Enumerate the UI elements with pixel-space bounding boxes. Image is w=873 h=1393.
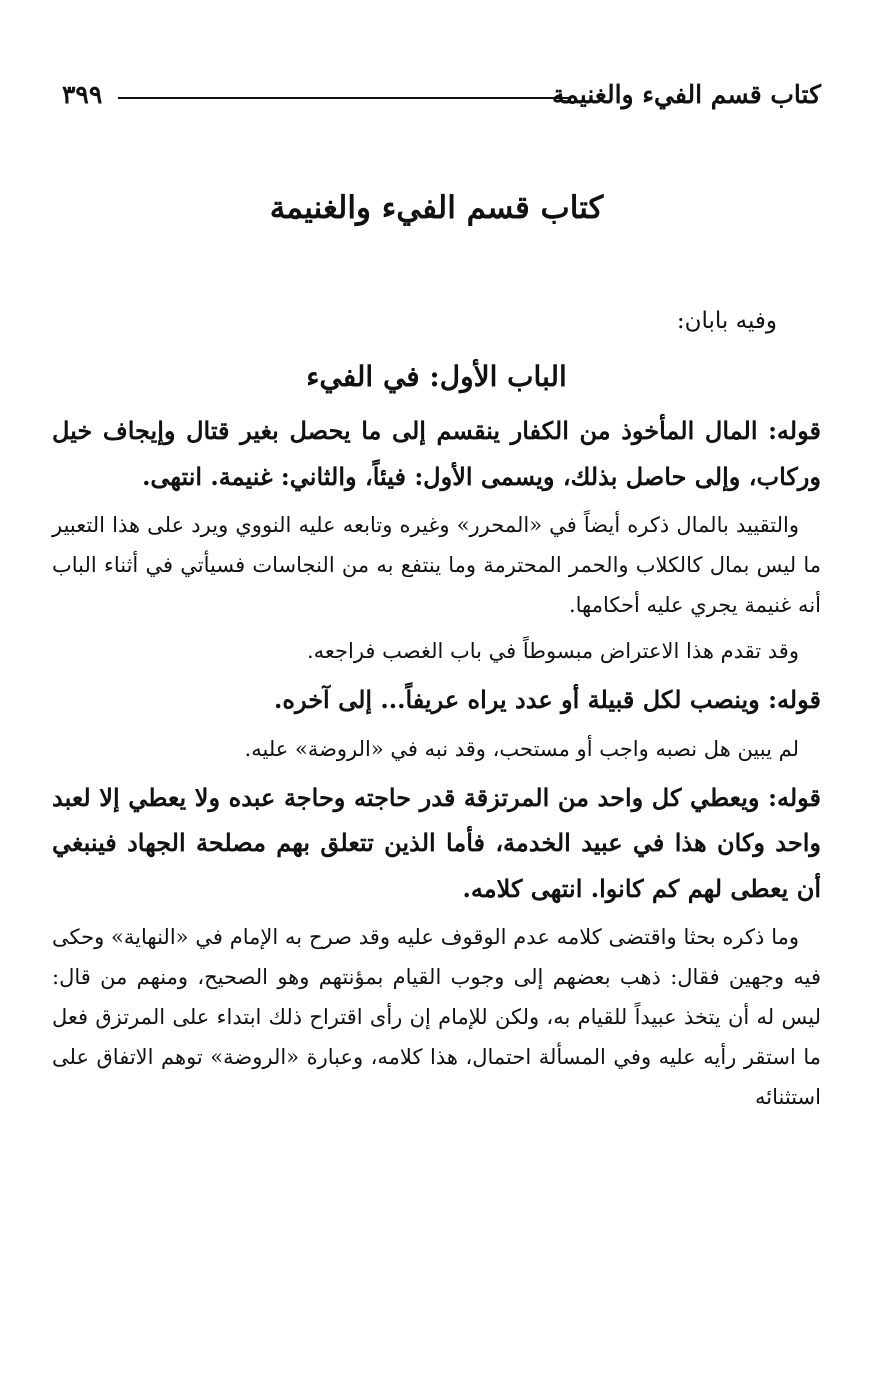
quoted-passage: قوله: ويعطي كل واحد من المرتزقة قدر حاجته وحاجة عبده ولا يعطي إلا لعبد واحد وكان هذا في عبيد الخدمة، فأما الذين تتعلق بهم مصلحة الجهاد فينبغي أن يعطى لهم كم كانوا. انتهى كلامه. bbox=[52, 782, 821, 903]
commentary-paragraph: وما ذكره بحثا واقتضى كلامه عدم الوقوف عليه وقد صرح به الإمام في «النهاية» وحكى فيه وجهين فقال: ذهب بعضهم إلى وجوب القيام بمؤنتهم وهو الصحيح، ومنهم من قال: ليس له أن يتخذ عبيداً للقيام به، ولكن للإمام إن رأى اقتراح ذلك ابتداء على المرتزق فعل ما استقر رأيه عليه وفي المسألة احتمال، هذا كلامه، وعبارة «الروضة» توهم الاتفاق على استثنائه bbox=[52, 925, 821, 1109]
page-header bbox=[62, 80, 821, 116]
running-title: كتاب قسم الفيء والغنيمة bbox=[551, 80, 821, 109]
commentary-paragraph: والتقييد بالمال ذكره أيضاً في «المحرر» وغيره وتابعه عليه النووي ويرد على هذا التعبير ما ليس بمال كالكلاب والحمر المحترمة وما ينتفع به من النجاسات فسيأتي في أثناء الباب أنه غنيمة يجري عليه أحكامها. bbox=[52, 513, 821, 617]
page-number: ٣٩٩ bbox=[62, 80, 103, 109]
chapter-heading: الباب الأول: في الفيء bbox=[306, 360, 567, 393]
body-text bbox=[52, 408, 821, 1123]
intro-line: وفيه بابان: bbox=[676, 308, 777, 334]
header-rule bbox=[118, 97, 569, 99]
book-title: كتاب قسم الفيء والغنيمة bbox=[269, 190, 604, 226]
commentary-paragraph: وقد تقدم هذا الاعتراض مبسوطاً في باب الغصب فراجعه. bbox=[306, 639, 799, 663]
quoted-passage: قوله: وينصب لكل قبيلة أو عدد يراه عريفاً... إلى آخره. bbox=[274, 685, 821, 714]
commentary-paragraph: لم يبين هل نصبه واجب أو مستحب، وقد نبه في «الروضة» عليه. bbox=[244, 736, 799, 761]
quoted-passage: قوله: المال المأخوذ من الكفار ينقسم إلى ما يحصل بغير قتال وإيجاف خيل وركاب، وإلى حاصل بذلك، ويسمى الأول: فيئاً، والثاني: غنيمة. انتهى. bbox=[52, 416, 821, 491]
